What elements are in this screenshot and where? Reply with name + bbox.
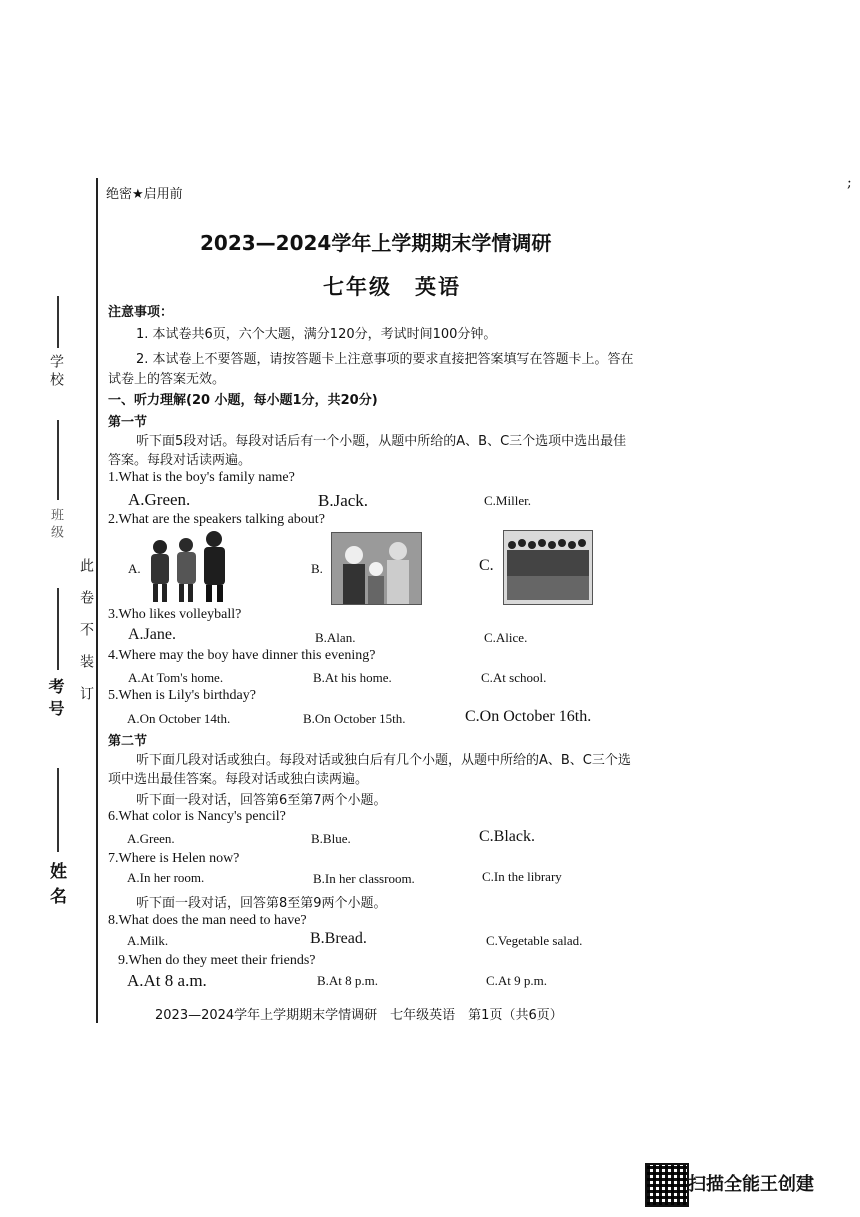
q3-option-c: C.Alice. [484, 630, 528, 645]
secret-label: 绝密★启用前 [106, 187, 183, 202]
q2-image-b-family-photo [331, 532, 422, 605]
notes-item-1: 1. 本试卷共6页，六个大题，满分120分，考试时间100分钟。 [136, 327, 497, 342]
question-6: 6.What color is Nancy's pencil? [108, 809, 286, 824]
margin-label-school: 学校 [48, 354, 64, 390]
q1-option-c: C.Miller. [484, 493, 531, 508]
question-7: 7.Where is Helen now? [108, 851, 240, 866]
scanner-watermark: 扫描全能王创建 [688, 1174, 814, 1195]
q6-option-b: B.Blue. [311, 831, 351, 846]
q6-option-a: A.Green. [127, 831, 175, 846]
q5-option-b: B.On October 15th. [303, 711, 406, 726]
q7-option-a: A.In her room. [127, 870, 205, 885]
q1-option-a: A.Green. [128, 490, 191, 509]
dialog-8-9-instruction: 听下面一段对话，回答第8至第9两个小题。 [136, 896, 387, 911]
q3-option-a: A.Jane. [128, 626, 176, 643]
question-3: 3.Who likes volleyball? [108, 607, 242, 622]
question-1: 1.What is the boy's family name? [108, 470, 295, 485]
margin-label-name: 姓名 [46, 862, 66, 912]
q4-option-a: A.At Tom's home. [128, 670, 224, 685]
page-footer: 2023—2024学年上学期期末学情调研 七年级英语 第1页（共6页） [155, 1008, 563, 1023]
margin-label-class: 班级 [48, 508, 63, 542]
q2-option-b: B. [311, 561, 323, 576]
binding-margin-line [96, 178, 98, 1023]
exam-title: 2023—2024学年上学期期末学情调研 [200, 231, 552, 255]
notes-item-2-cont: 试卷上的答案无效。 [108, 372, 226, 387]
q5-option-a: A.On October 14th. [127, 711, 231, 726]
notes-heading: 注意事项： [108, 305, 174, 320]
part1-heading: 第一节 [108, 415, 148, 430]
q2-option-c: C. [479, 557, 494, 574]
q2-image-a-people-talking [142, 531, 236, 603]
question-2: 2.What are the speakers talking about? [108, 512, 325, 527]
q8-option-b: B.Bread. [310, 930, 367, 947]
corner-mark: ; [847, 175, 852, 191]
question-8: 8.What does the man need to have? [108, 913, 307, 928]
q7-option-c: C.In the library [482, 869, 562, 884]
q2-image-c-team-photo [503, 530, 593, 605]
q9-option-b: B.At 8 p.m. [317, 973, 379, 988]
qr-code-icon [645, 1163, 689, 1207]
part1-instruction: 听下面5段对话。每段对话后有一个小题，从题中所给的A、B、C三个选项中选出最佳 [136, 434, 627, 449]
q5-option-c: C.On October 16th. [465, 708, 592, 725]
q9-option-c: C.At 9 p.m. [486, 973, 548, 988]
question-4: 4.Where may the boy have dinner this evening? [108, 648, 376, 663]
part2-instruction: 听下面几段对话或独白。每段对话或独白后有几个小题，从题中所给的A、B、C三个选 [136, 753, 631, 768]
class-underline [57, 420, 59, 500]
dialog-6-7-instruction: 听下面一段对话，回答第6至第7两个小题。 [136, 793, 387, 808]
q6-option-c: C.Black. [479, 828, 535, 845]
margin-label-number: 考号 [46, 678, 65, 722]
margin-seal-notice: 此卷不装订 [78, 558, 94, 718]
part1-instruction-cont: 答案。每段对话读两遍。 [108, 453, 252, 468]
q4-option-c: C.At school. [481, 670, 547, 685]
q2-option-a: A. [128, 561, 141, 576]
part2-instruction-cont: 项中选出最佳答案。每段对话或独白读两遍。 [108, 772, 369, 787]
question-9: 9.When do they meet their friends? [118, 953, 316, 968]
section1-heading: 一、听力理解(20 小题，每小题1分，共20分) [108, 393, 378, 408]
q8-option-c: C.Vegetable salad. [486, 933, 583, 948]
q1-option-b: B.Jack. [318, 491, 369, 510]
question-5: 5.When is Lily's birthday? [108, 688, 256, 703]
q8-option-a: A.Milk. [127, 933, 169, 948]
name-underline [57, 768, 59, 852]
notes-item-2: 2. 本试卷上不要答题，请按答题卡上注意事项的要求直接把答案填写在答题卡上。答在 [136, 352, 634, 367]
q3-option-b: B.Alan. [315, 630, 356, 645]
q7-option-b: B.In her classroom. [313, 871, 415, 886]
q4-option-b: B.At his home. [313, 670, 392, 685]
school-underline [57, 296, 59, 348]
q9-option-a: A.At 8 a.m. [127, 971, 207, 990]
exam-subtitle: 七年级 英语 [323, 275, 461, 299]
number-underline [57, 588, 59, 670]
part2-heading: 第二节 [108, 734, 148, 749]
